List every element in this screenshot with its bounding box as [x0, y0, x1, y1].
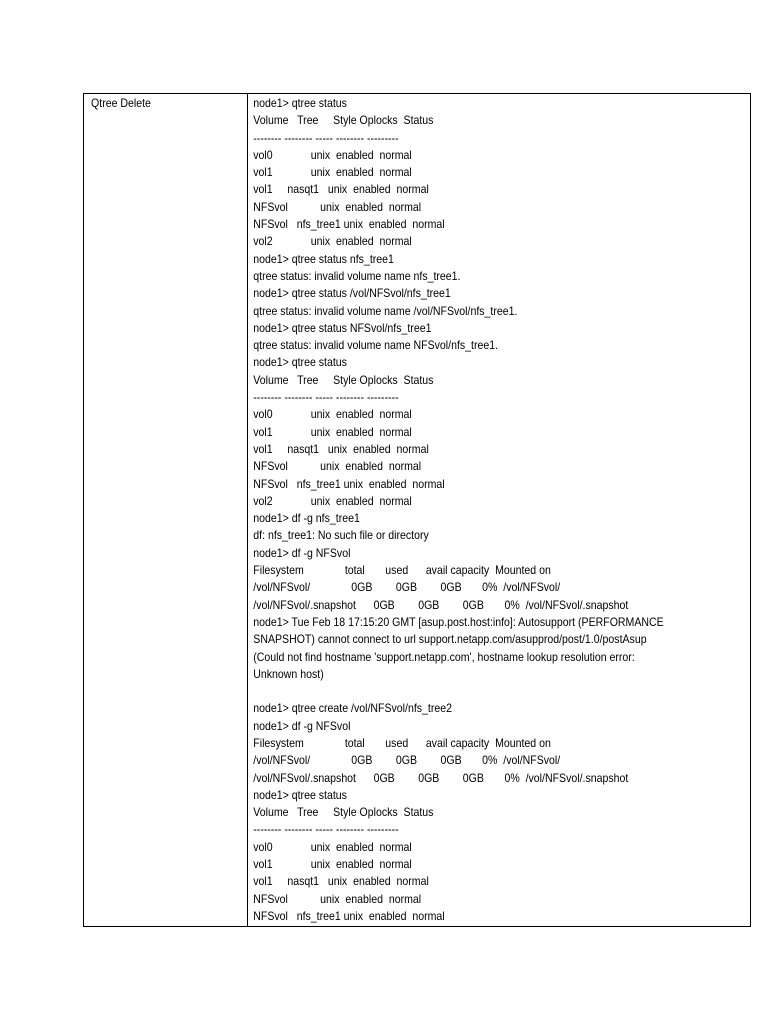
output-line: /vol/NFSvol/.snapshot 0GB 0GB 0GB 0% /vol/NFSvol/.snapshot [253, 770, 629, 785]
label-cell-container [84, 94, 248, 927]
output-line: Volume Tree Style Oplocks Status [253, 372, 434, 387]
terminal-output [248, 94, 690, 925]
output-line: vol1 nasqt1 unix enabled normal [253, 441, 429, 456]
output-line: -------- -------- ----- -------- --------- [253, 130, 399, 145]
output-line: qtree status: invalid volume name nfs_tree1. [253, 268, 461, 283]
output-line: qtree status: invalid volume name NFSvol/nfs_tree1. [253, 338, 499, 353]
table-row [84, 94, 751, 927]
output-line: node1> df -g NFSvol [253, 718, 351, 733]
output-line: /vol/NFSvol/ 0GB 0GB 0GB 0% /vol/NFSvol/ [253, 580, 561, 595]
terminal-output-cell [248, 94, 751, 927]
output-line: vol2 unix enabled normal [253, 234, 412, 249]
output-line: vol0 unix enabled normal [253, 147, 412, 162]
output-line: node1> qtree status [253, 355, 347, 370]
output-line: vol0 unix enabled normal [253, 839, 412, 854]
output-line: vol2 unix enabled normal [253, 493, 412, 508]
output-line: node1> qtree status [253, 96, 347, 110]
output-line: node1> qtree status NFSvol/nfs_tree1 [253, 320, 432, 335]
output-line: -------- -------- ----- -------- --------- [253, 390, 399, 405]
output-line: vol1 nasqt1 unix enabled normal [253, 874, 429, 889]
output-line: NFSvol nfs_tree1 unix enabled normal [253, 908, 445, 923]
output-line: SNAPSHOT) cannot connect to url support.netapp.com/asupprod/post/1.0/postAsup [253, 632, 647, 647]
output-line: node1> qtree status /vol/NFSvol/nfs_tree1 [253, 286, 451, 301]
output-line: -------- -------- ----- -------- --------- [253, 822, 399, 837]
output-line: vol1 unix enabled normal [253, 165, 412, 180]
output-line [253, 683, 689, 700]
output-line: node1> qtree create /vol/NFSvol/nfs_tree2 [253, 701, 452, 716]
output-line: vol1 unix enabled normal [253, 857, 412, 872]
output-line: NFSvol nfs_tree1 unix enabled normal [253, 217, 445, 232]
output-line: vol1 unix enabled normal [253, 424, 412, 439]
output-line: Volume Tree Style Oplocks Status [253, 805, 434, 820]
output-line: node1> df -g NFSvol [253, 545, 351, 560]
output-line: node1> qtree status nfs_tree1 [253, 251, 394, 266]
output-line: (Could not find hostname 'support.netapp.com', hostname lookup resolution error: [253, 649, 635, 664]
document-table [83, 93, 751, 927]
output-line: vol1 nasqt1 unix enabled normal [253, 182, 429, 197]
output-line: NFSvol unix enabled normal [253, 459, 422, 474]
row-label: Qtree Delete [91, 96, 151, 110]
output-line: Filesystem total used avail capacity Mounted on [253, 563, 551, 578]
output-line: /vol/NFSvol/ 0GB 0GB 0GB 0% /vol/NFSvol/ [253, 753, 561, 768]
output-line: vol0 unix enabled normal [253, 407, 412, 422]
output-line: node1> qtree status [253, 787, 347, 802]
output-line: Filesystem total used avail capacity Mounted on [253, 735, 551, 750]
output-line: Volume Tree Style Oplocks Status [253, 113, 434, 128]
output-line: df: nfs_tree1: No such file or directory [253, 528, 429, 543]
output-line: Unknown host) [253, 666, 324, 681]
output-line: node1> df -g nfs_tree1 [253, 511, 360, 526]
output-line: NFSvol nfs_tree1 unix enabled normal [253, 476, 445, 491]
output-line: qtree status: invalid volume name /vol/NFSvol/nfs_tree1. [253, 303, 518, 318]
output-line: NFSvol unix enabled normal [253, 199, 422, 214]
output-line: /vol/NFSvol/.snapshot 0GB 0GB 0GB 0% /vol/NFSvol/.snapshot [253, 597, 629, 612]
output-line: node1> Tue Feb 18 17:15:20 GMT [asup.post.host:info]: Autosupport (PERFORMANCE [253, 614, 664, 629]
output-line: NFSvol unix enabled normal [253, 891, 422, 906]
